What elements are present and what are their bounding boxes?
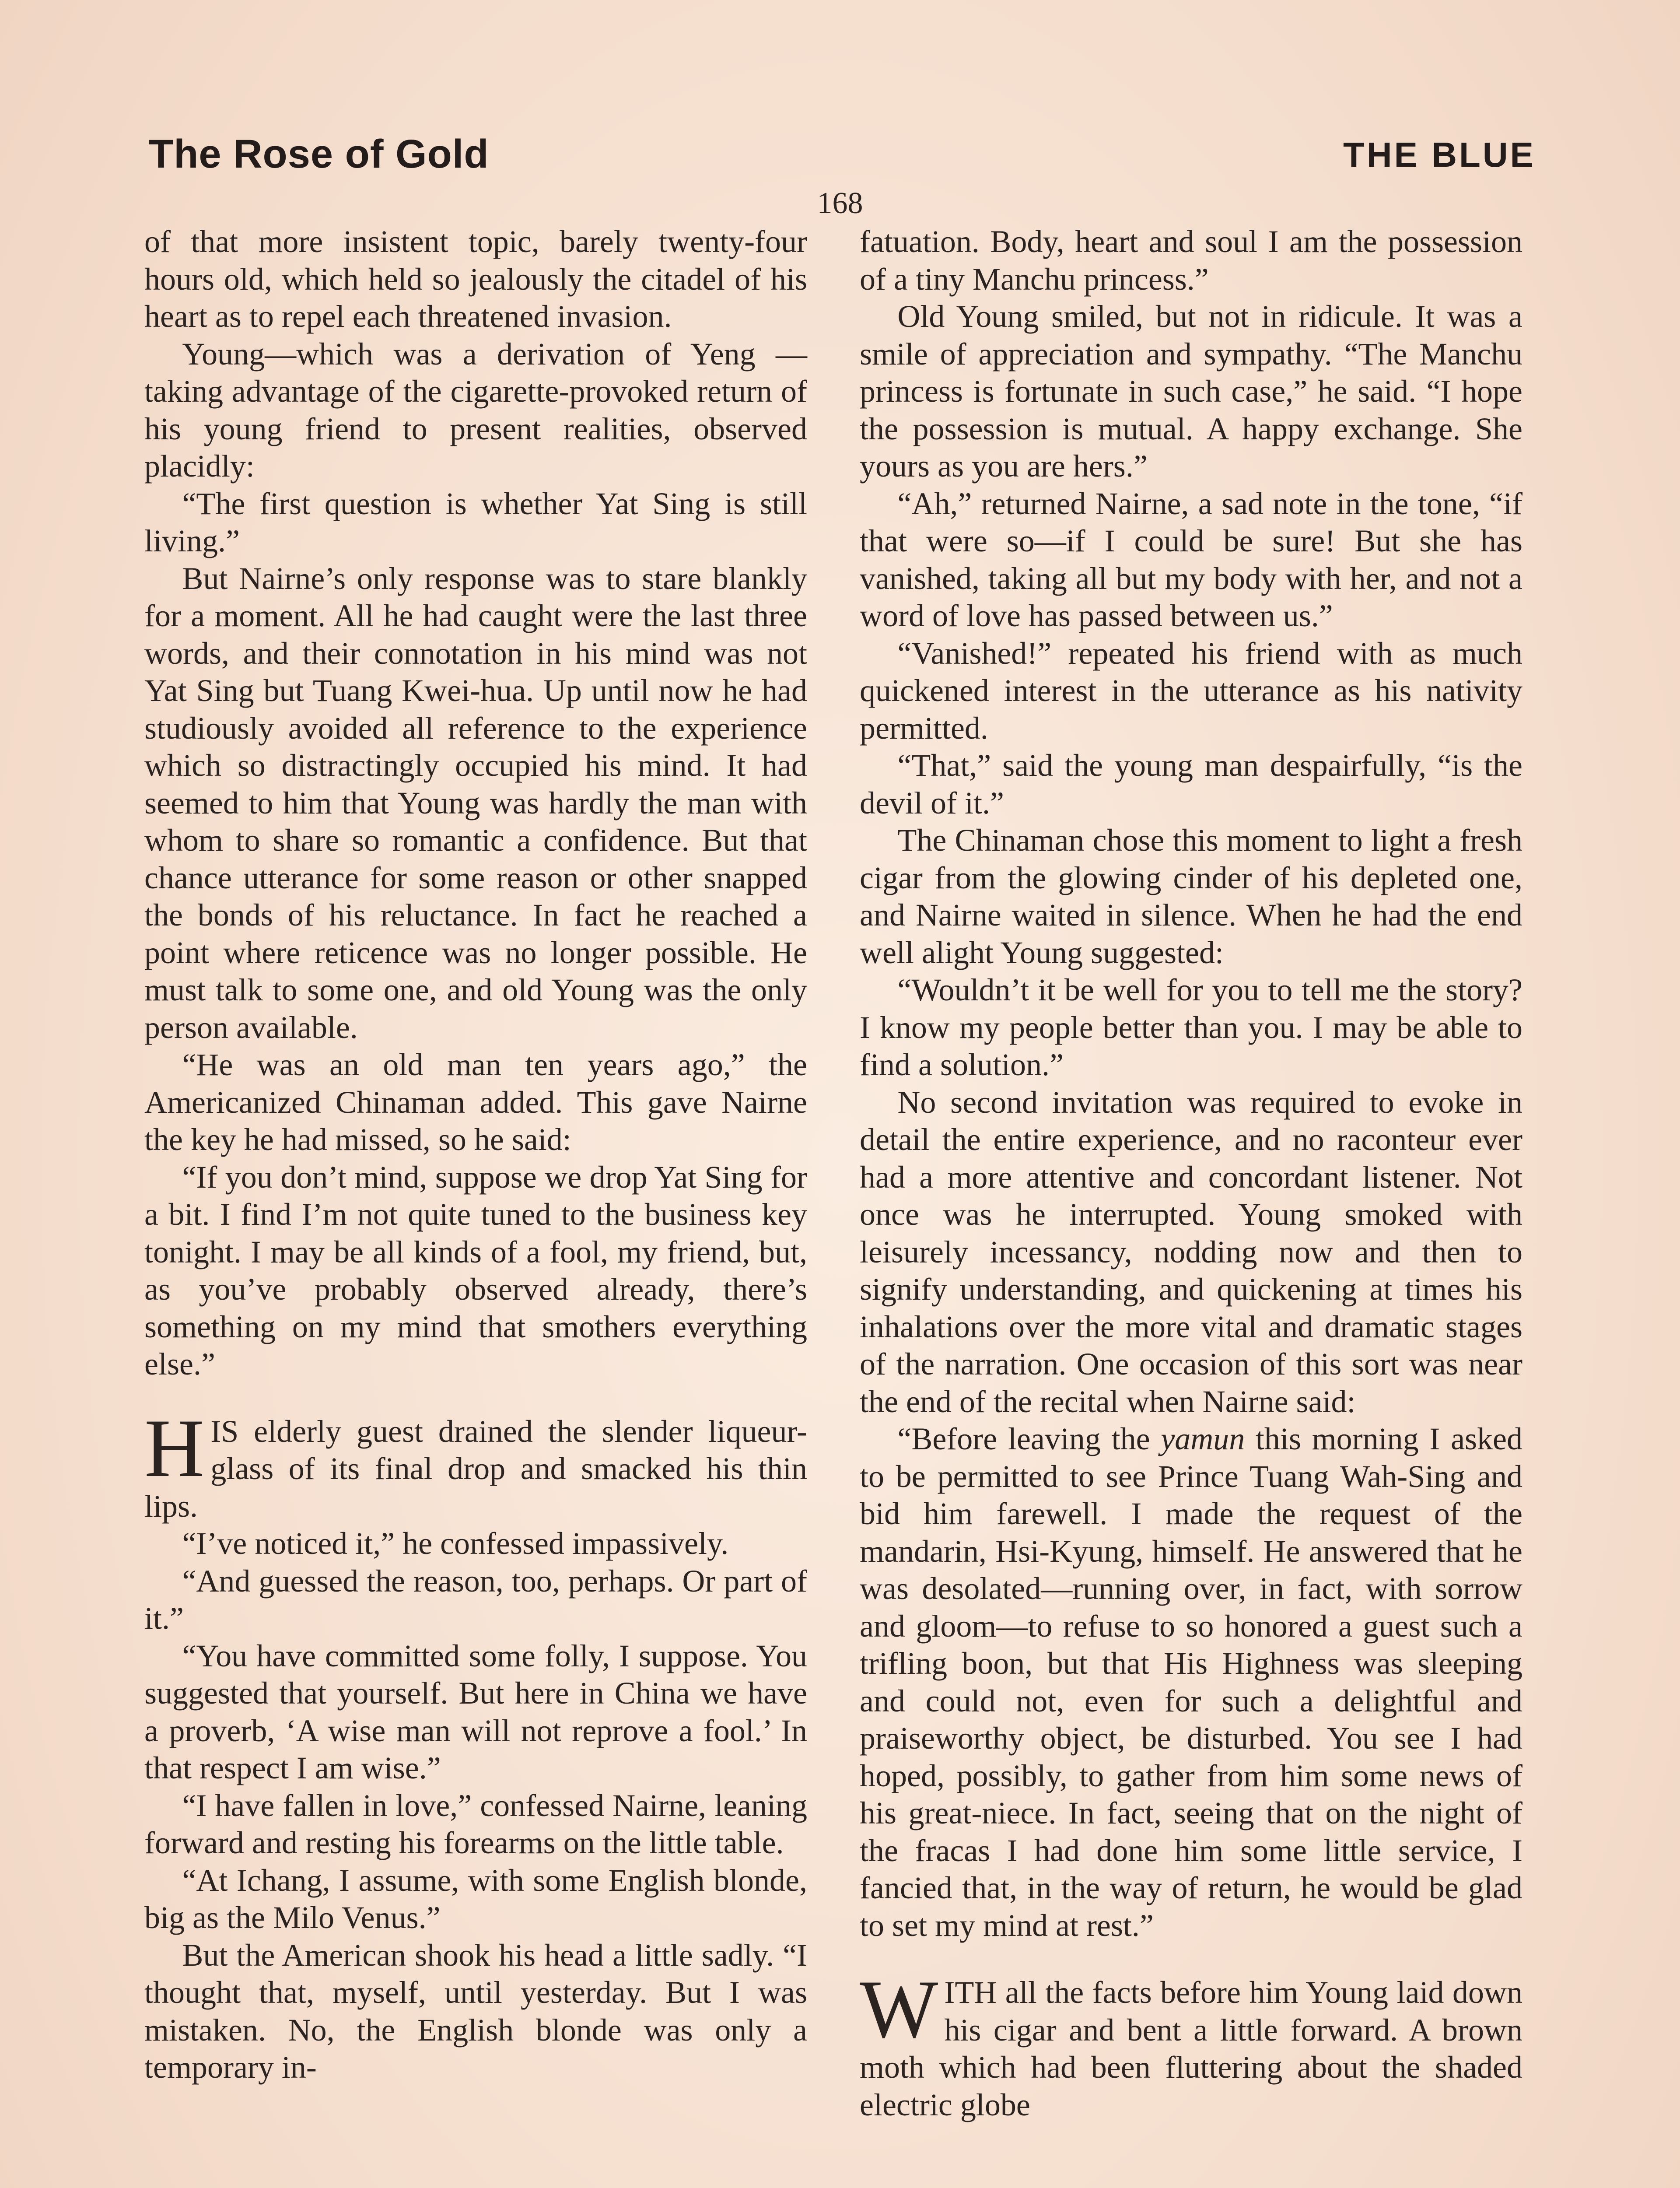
paragraph-text: ITH all the facts before him Young laid down his cigar and bent a little forward. A brown moth which had been fluttering about the shaded electric globe bbox=[860, 1975, 1522, 2122]
section-opening-paragraph bbox=[144, 1402, 807, 1525]
paragraph: “At Ichang, I assume, with some English blonde, big as the Milo Venus.” bbox=[144, 1862, 807, 1935]
paragraph-text: “Before leaving the bbox=[897, 1421, 1161, 1456]
left-column bbox=[144, 223, 807, 2086]
paragraph: But the American shook his head a little sadly. “I thought that, myself, until yesterday. But I was mistaken. No, the English blonde was only a temporary in- bbox=[144, 1937, 807, 2085]
paragraph: “Vanished!” repeated his friend with as much quickened interest in the utterance as his nativity permitted. bbox=[860, 635, 1522, 746]
paragraph: “I’ve noticed it,” he confessed impassively. bbox=[182, 1526, 729, 1561]
paragraph: Old Young smiled, but not in ridicule. It was a smile of appreciation and sympathy. “The Manchu princess is fortunate in such case,” he said. “I hope the possession is mutual. A happy exchange. She yours as you are hers.” bbox=[860, 299, 1522, 484]
right-column bbox=[860, 223, 1522, 2124]
paragraph-text: IS elderly guest drained the slender liqueur-glass of its final drop and smacked his thin lips. bbox=[144, 1413, 807, 1524]
paragraph: “That,” said the young man despairfully, “is the devil of it.” bbox=[860, 748, 1522, 820]
paragraph: “He was an old man ten years ago,” the Americanized Chinaman added. This gave Nairne the key he had missed, so he said: bbox=[144, 1047, 807, 1157]
paragraph: “The first question is whether Yat Sing is still living.” bbox=[144, 486, 807, 558]
running-title-left: The Rose of Gold bbox=[149, 132, 489, 176]
page-number: 168 bbox=[817, 186, 863, 220]
running-header bbox=[149, 131, 1536, 179]
paragraph: But Nairne’s only response was to stare blankly for a moment. All he had caught were the last three words, and their connotation in his mind was not Yat Sing but Tuang Kwei-hua. Up until now he had studiously avoided all reference to the experience which so distractingly occupied his mind. It had seemed to him that Young was hardly the man with whom to share so romantic a confidence. But that chance utterance for some reason or other snapped the bonds of his reluctance. In fact he reached a point where reticence was no longer possible. He must talk to some one, and old Young was the only person available. bbox=[144, 561, 807, 1045]
paragraph: fatuation. Body, heart and soul I am the possession of a tiny Manchu princess.” bbox=[860, 224, 1522, 297]
paragraph: “And guessed the reason, too, perhaps. Or part of it.” bbox=[144, 1563, 807, 1636]
paragraph: “Wouldn’t it be well for you to tell me the story? I know my people better than you. I may be able to find a solution.” bbox=[860, 972, 1522, 1082]
paragraph: “If you don’t mind, suppose we drop Yat Sing for a bit. I find I’m not quite tuned to the business key tonight. I may be all kinds of a fool, my friend, but, as you’ve probably observed already, there’s something on my mind that smothers everything else.” bbox=[144, 1159, 807, 1382]
paragraph: “I have fallen in love,” confessed Nairne, leaning forward and resting his forearms on the little table. bbox=[144, 1788, 807, 1860]
paragraph bbox=[860, 1420, 1522, 1944]
paragraph-text: this morning I asked to be permitted to see Prince Tuang Wah-Sing and bid him farewell. I made the request of the mandarin, Hsi-Kyung, himself. He answered that he was desolated—running over, in fact, with sorrow and gloom—to refuse to so honored a guest such a trifling boon, but that His Highness was sleeping and could not, even for such a delightful and praiseworthy object, be disturbed. You see I had hoped, possibly, to gather from him some news of his great-niece. In fact, seeing that on the night of the fracas I had done him some little service, I fancied that, in the way of return, he would be glad to set my mind at rest.” bbox=[860, 1421, 1522, 1943]
paragraph: No second invitation was required to evoke in detail the entire experience, and no raconteur ever had a more attentive and concordant listener. Not once was he interrupted. Young smoked with leisurely incessancy, nodding now and then to signify understanding, and quickening at times his inhalations over the more vital and dramatic stages of the narration. One occasion of this sort was near the end of the recital when Nairne said: bbox=[860, 1084, 1522, 1419]
paragraph: The Chinaman chose this moment to light a fresh cigar from the glowing cinder of his depleted one, and Nairne waited in silence. When he had the end well alight Young suggested: bbox=[860, 823, 1522, 970]
paragraph: of that more insistent topic, barely twenty-four hours old, which held so jealously the citadel of his heart as to repel each threatened invasion. bbox=[144, 224, 807, 334]
running-title-right: THE BLUE bbox=[1343, 135, 1536, 174]
paragraph: “Ah,” returned Nairne, a sad note in the tone, “if that were so—if I could be sure! But she has vanished, taking all but my body with her, and not a word of love has passed between us.” bbox=[860, 486, 1522, 633]
section-opening-paragraph bbox=[860, 1964, 1522, 2124]
drop-cap: H bbox=[144, 1402, 205, 1494]
italic-word: yamun bbox=[1161, 1421, 1245, 1456]
paragraph: Young—which was a derivation of Yeng —taking advantage of the cigarette-provoked return of his young friend to present realities, observed placidly: bbox=[144, 336, 807, 484]
drop-cap: W bbox=[860, 1964, 938, 2055]
paragraph: “You have committed some folly, I suppose. You suggested that yourself. But here in China we have a proverb, ‘A wise man will not reprove a fool.’ In that respect I am wise.” bbox=[144, 1638, 807, 1785]
